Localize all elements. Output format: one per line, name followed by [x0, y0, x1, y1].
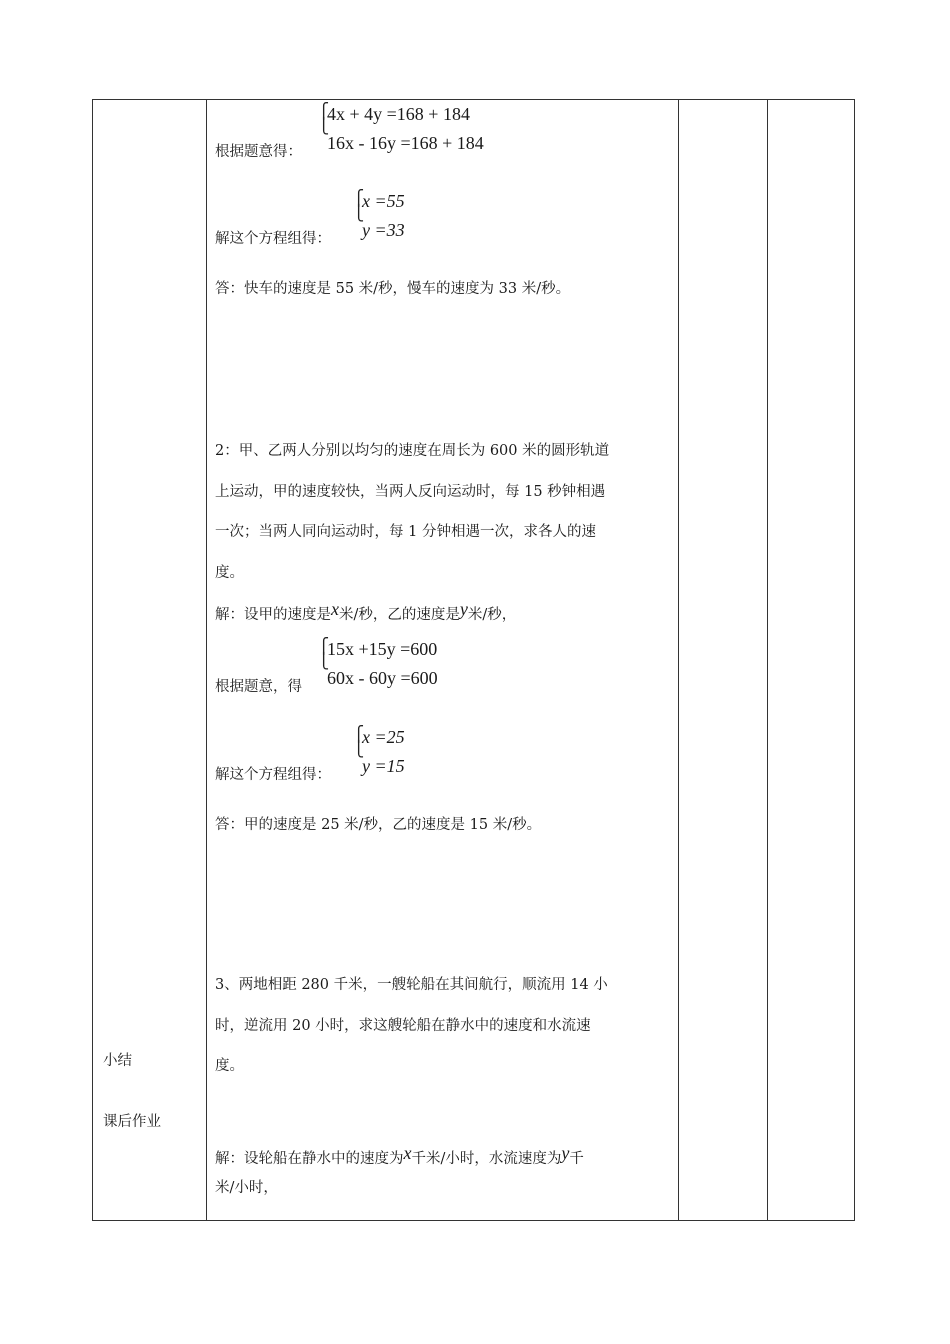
- equation-2: 16x - 16y =168 + 184: [327, 133, 484, 153]
- solution-y: y =15: [362, 756, 405, 776]
- summary-label: 小结: [103, 1053, 132, 1069]
- problem-3-statement: [215, 965, 677, 1087]
- equation-1: 15x +15y =600: [327, 639, 438, 659]
- variable-x: x: [331, 599, 339, 619]
- column-divider: [678, 100, 679, 1220]
- variable-x: x: [403, 1143, 412, 1163]
- answer-text: 答：甲的速度是 25 米/秒，乙的速度是 15 米/秒。: [215, 817, 542, 833]
- equation-1: 4x + 4y =168 + 184: [327, 104, 470, 124]
- setup-label: 根据题意得：: [215, 144, 302, 160]
- equation-brace: ⎧ ⎩: [318, 637, 330, 670]
- answer-text: 答：快车的速度是 55 米/秒，慢车的速度为 33 米/秒。: [215, 281, 571, 297]
- problem-line: 度。: [215, 1058, 244, 1074]
- solution-x: x =55: [362, 191, 405, 211]
- problem-line: 时，逆流用 20 小时，求这艘轮船在静水中的速度和水流速: [215, 1017, 591, 1034]
- problem-2-statement: [215, 431, 677, 593]
- column-divider: [767, 100, 768, 1220]
- problem-line: 3、两地相距 280 千米，一艘轮船在其间航行，顺流用 14 小: [215, 977, 608, 993]
- problem-line: 上运动，甲的速度较快，当两人反向运动时，每 15 秒钟相遇: [215, 483, 606, 500]
- solution-y: y =33: [362, 220, 405, 240]
- let-statement-continued: 米/小时，: [215, 1180, 278, 1196]
- problem-line: 度。: [215, 564, 244, 581]
- let-statement: 解：设轮船在静水中的速度为x千米/小时，水流速度为y千: [215, 1143, 584, 1167]
- solve-label: 解这个方程组得：: [215, 767, 331, 783]
- let-statement: 解：设甲的速度是x米/秒，乙的速度是y米/秒，: [215, 599, 517, 623]
- variable-y: y: [561, 1143, 570, 1163]
- variable-y: y: [459, 599, 468, 619]
- solution-x: x =25: [362, 727, 405, 747]
- setup-label: 根据题意，得: [215, 679, 302, 695]
- homework-label: 课后作业: [103, 1114, 161, 1130]
- equation-brace: ⎧ ⎩: [318, 102, 330, 135]
- problem-line: 一次；当两人同向运动时，每 1 分钟相遇一次，求各人的速: [215, 524, 596, 540]
- solve-label: 解这个方程组得：: [215, 231, 331, 247]
- equation-2: 60x - 60y =600: [327, 668, 438, 688]
- column-divider: [206, 100, 207, 1220]
- problem-line: 2：甲、乙两人分别以均匀的速度在周长为 600 米的圆形轨道: [215, 443, 610, 459]
- solution-brace: ⎧ ⎩: [353, 725, 365, 758]
- solution-brace: ⎧ ⎩: [353, 189, 365, 222]
